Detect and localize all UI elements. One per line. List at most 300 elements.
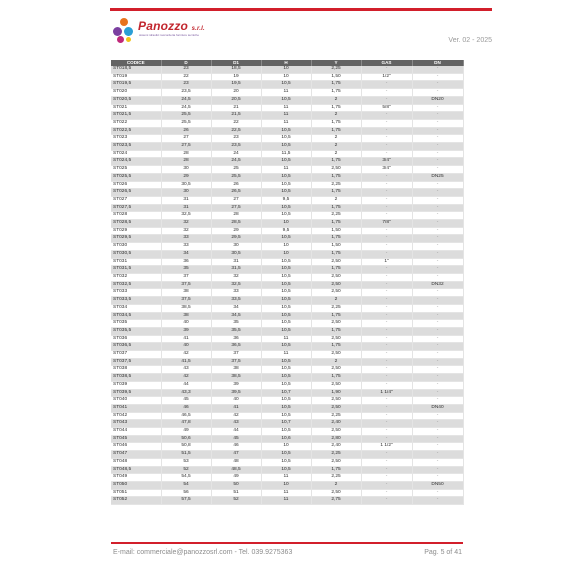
table-cell-d: 24,5	[161, 96, 211, 104]
table-cell-d1: 37,5	[211, 358, 261, 366]
table-cell-codice: ST045	[111, 435, 161, 443]
table-cell-h: 10,5	[261, 81, 311, 89]
table-cell-d1: 41	[211, 404, 261, 412]
table-cell-dn: -	[412, 420, 463, 428]
table-cell-d1: 48	[211, 458, 261, 466]
table-cell-h: 10	[261, 73, 311, 81]
table-cell-codice: ST032	[111, 273, 161, 281]
table-cell-h: 9,5	[261, 196, 311, 204]
table-row	[111, 304, 463, 312]
table-cell-gas: -	[361, 127, 412, 135]
table-cell-codice: ST026	[111, 181, 161, 189]
table-cell-y: 2,50	[311, 289, 361, 297]
table-cell-gas: -	[361, 343, 412, 351]
table-cell-d: 41,5	[161, 358, 211, 366]
table-cell-d: 46,5	[161, 412, 211, 420]
table-cell-d: 38	[161, 312, 211, 320]
table-cell-y: 1,75	[311, 312, 361, 320]
table-cell-dn: -	[412, 220, 463, 228]
table-cell-codice: ST029,5	[111, 235, 161, 243]
table-cell-d: 32	[161, 220, 211, 228]
table-cell-dn: -	[412, 327, 463, 335]
table-row	[111, 181, 463, 189]
table-cell-d: 22	[161, 73, 211, 81]
table-cell-h: 10,5	[261, 312, 311, 320]
table-cell-h: 10	[261, 220, 311, 228]
table-cell-dn: -	[412, 66, 463, 73]
table-cell-dn: DN25	[412, 173, 463, 181]
table-row	[111, 374, 463, 382]
table-cell-d1: 39,5	[211, 389, 261, 397]
table-cell-d1: 33	[211, 289, 261, 297]
table-cell-gas: -	[361, 435, 412, 443]
table-cell-h: 11,5	[261, 150, 311, 158]
table-cell-d: 33	[161, 243, 211, 251]
table-cell-gas: -	[361, 466, 412, 474]
table-cell-gas: -	[361, 381, 412, 389]
table-cell-codice: ST018,5	[111, 66, 161, 73]
table-cell-gas: -	[361, 212, 412, 220]
table-cell-gas: -	[361, 112, 412, 120]
table-cell-h: 10,5	[261, 451, 311, 459]
table-cell-d: 33	[161, 235, 211, 243]
table-cell-codice: ST038,5	[111, 374, 161, 382]
table-cell-h: 10,5	[261, 458, 311, 466]
table-cell-dn: -	[412, 204, 463, 212]
table-cell-codice: ST039	[111, 381, 161, 389]
table-cell-d1: 25	[211, 166, 261, 174]
table-cell-gas: -	[361, 273, 412, 281]
table-row	[111, 404, 463, 412]
table-row	[111, 451, 463, 459]
table-row	[111, 104, 463, 112]
table-cell-y: 2,50	[311, 258, 361, 266]
table-cell-dn: -	[412, 235, 463, 243]
table-cell-d: 36	[161, 258, 211, 266]
table-cell-d: 52	[161, 466, 211, 474]
table-cell-gas: -	[361, 397, 412, 405]
table-cell-gas: 3/4"	[361, 158, 412, 166]
table-cell-h: 10	[261, 243, 311, 251]
table-cell-d: 44	[161, 381, 211, 389]
table-cell-y: 1,50	[311, 243, 361, 251]
table-cell-codice: ST021	[111, 104, 161, 112]
table-cell-d1: 22,5	[211, 127, 261, 135]
table-cell-h: 11	[261, 104, 311, 112]
table-cell-d1: 24,5	[211, 158, 261, 166]
table-cell-h: 10,6	[261, 435, 311, 443]
table-cell-dn: -	[412, 397, 463, 405]
table-cell-d: 34	[161, 250, 211, 258]
table-cell-d1: 37	[211, 351, 261, 359]
table-cell-codice: ST026,5	[111, 189, 161, 197]
table-cell-dn: -	[412, 289, 463, 297]
table-cell-dn: -	[412, 435, 463, 443]
table-cell-gas: -	[361, 150, 412, 158]
table-cell-d: 27,5	[161, 143, 211, 151]
table-cell-codice: ST044	[111, 428, 161, 436]
table-cell-codice: ST048	[111, 458, 161, 466]
table-cell-codice: ST031,5	[111, 266, 161, 274]
table-row	[111, 189, 463, 197]
table-cell-gas: -	[361, 304, 412, 312]
table-cell-codice: ST030,5	[111, 250, 161, 258]
table-cell-h: 10,5	[261, 358, 311, 366]
table-cell-gas: -	[361, 96, 412, 104]
table-cell-d1: 48,5	[211, 466, 261, 474]
table-cell-d1: 20	[211, 89, 261, 97]
table-cell-h: 10,5	[261, 189, 311, 197]
table-cell-y: 2,50	[311, 397, 361, 405]
table-cell-dn: -	[412, 312, 463, 320]
table-cell-h: 10,7	[261, 389, 311, 397]
table-cell-codice: ST022	[111, 119, 161, 127]
table-row	[111, 250, 463, 258]
table-cell-d1: 18,5	[211, 66, 261, 73]
table-cell-y: 2,50	[311, 381, 361, 389]
table-cell-dn: -	[412, 335, 463, 343]
table-cell-d1: 47	[211, 451, 261, 459]
table-cell-h: 10,5	[261, 281, 311, 289]
table-cell-dn: -	[412, 250, 463, 258]
table-cell-gas: 7/8"	[361, 220, 412, 228]
table-cell-h: 10,5	[261, 397, 311, 405]
table-cell-h: 11	[261, 89, 311, 97]
header-accent-rule	[110, 8, 492, 11]
table-cell-d: 53	[161, 458, 211, 466]
table-cell-y: 1,90	[311, 389, 361, 397]
table-cell-d: 42	[161, 351, 211, 359]
table-row	[111, 112, 463, 120]
table-cell-d: 38,5	[161, 304, 211, 312]
table-cell-dn: DN32	[412, 281, 463, 289]
table-row	[111, 351, 463, 359]
table-row	[111, 281, 463, 289]
table-cell-codice: ST027,5	[111, 204, 161, 212]
table-cell-dn: -	[412, 112, 463, 120]
column-header-y: Y	[311, 60, 361, 66]
table-cell-h: 10,5	[261, 266, 311, 274]
table-cell-d1: 35,5	[211, 327, 261, 335]
table-cell-d1: 20,5	[211, 96, 261, 104]
table-cell-d1: 42	[211, 412, 261, 420]
table-row	[111, 297, 463, 305]
table-cell-codice: ST052	[111, 497, 161, 505]
table-row	[111, 150, 463, 158]
table-cell-codice: ST025	[111, 166, 161, 174]
table-cell-y: 1,75	[311, 204, 361, 212]
table-cell-codice: ST033	[111, 289, 161, 297]
table-cell-y: 1,75	[311, 235, 361, 243]
table-cell-d: 50,6	[161, 435, 211, 443]
table-row	[111, 166, 463, 174]
table-cell-d: 43,3	[161, 389, 211, 397]
table-cell-gas: -	[361, 366, 412, 374]
table-cell-codice: ST031	[111, 258, 161, 266]
table-cell-codice: ST046	[111, 443, 161, 451]
table-cell-d: 26	[161, 127, 211, 135]
table-cell-y: 2,25	[311, 181, 361, 189]
table-row	[111, 204, 463, 212]
table-row	[111, 289, 463, 297]
table-cell-y: 2,25	[311, 66, 361, 73]
table-cell-h: 10,5	[261, 96, 311, 104]
table-cell-y: 2,25	[311, 412, 361, 420]
table-row	[111, 435, 463, 443]
table-cell-dn: -	[412, 143, 463, 151]
table-cell-d1: 19,5	[211, 81, 261, 89]
table-cell-dn: DN50	[412, 481, 463, 489]
table-cell-y: 2	[311, 150, 361, 158]
table-cell-gas: -	[361, 266, 412, 274]
table-cell-codice: ST020	[111, 89, 161, 97]
table-cell-dn: -	[412, 474, 463, 482]
table-cell-y: 1,75	[311, 466, 361, 474]
table-cell-y: 2	[311, 112, 361, 120]
table-cell-codice: ST034,5	[111, 312, 161, 320]
table-cell-d: 46	[161, 404, 211, 412]
table-cell-d1: 35	[211, 320, 261, 328]
table-cell-h: 10	[261, 443, 311, 451]
table-cell-d: 25,5	[161, 119, 211, 127]
table-row	[111, 458, 463, 466]
table-cell-codice: ST029	[111, 227, 161, 235]
table-cell-codice: ST051	[111, 489, 161, 497]
table-cell-d: 54,5	[161, 474, 211, 482]
table-cell-d: 41	[161, 335, 211, 343]
product-table	[111, 60, 463, 505]
table-cell-y: 2,50	[311, 351, 361, 359]
table-cell-gas: -	[361, 474, 412, 482]
column-header-d: D	[161, 60, 211, 66]
table-cell-gas: -	[361, 181, 412, 189]
table-cell-d1: 25,5	[211, 173, 261, 181]
table-cell-d: 30,5	[161, 181, 211, 189]
table-row	[111, 420, 463, 428]
table-cell-y: 2,50	[311, 458, 361, 466]
table-cell-y: 2,50	[311, 335, 361, 343]
table-cell-d: 35	[161, 266, 211, 274]
table-cell-y: 1,75	[311, 127, 361, 135]
table-cell-codice: ST042	[111, 412, 161, 420]
table-cell-h: 10,5	[261, 127, 311, 135]
table-cell-d1: 34,5	[211, 312, 261, 320]
table-cell-gas: -	[361, 204, 412, 212]
table-row	[111, 389, 463, 397]
table-cell-d1: 23	[211, 135, 261, 143]
table-cell-h: 10,5	[261, 320, 311, 328]
table-cell-codice: ST048,5	[111, 466, 161, 474]
table-row	[111, 327, 463, 335]
table-cell-y: 2,50	[311, 428, 361, 436]
table-cell-d: 32	[161, 227, 211, 235]
table-cell-dn: -	[412, 366, 463, 374]
table-cell-gas: -	[361, 250, 412, 258]
table-cell-d: 23,5	[161, 89, 211, 97]
table-cell-dn: -	[412, 351, 463, 359]
table-cell-h: 10,5	[261, 327, 311, 335]
table-cell-h: 11	[261, 166, 311, 174]
table-cell-dn: -	[412, 119, 463, 127]
table-cell-dn: -	[412, 127, 463, 135]
table-cell-d1: 28	[211, 212, 261, 220]
table-row	[111, 466, 463, 474]
table-cell-d1: 36	[211, 335, 261, 343]
table-cell-dn: -	[412, 297, 463, 305]
table-cell-dn: -	[412, 428, 463, 436]
table-cell-gas: 1 1/4"	[361, 389, 412, 397]
table-cell-codice: ST028	[111, 212, 161, 220]
table-cell-gas: -	[361, 412, 412, 420]
table-cell-d: 49	[161, 428, 211, 436]
table-row	[111, 497, 463, 505]
table-cell-d1: 24	[211, 150, 261, 158]
table-cell-d: 31	[161, 204, 211, 212]
table-cell-dn: -	[412, 451, 463, 459]
column-header-d1: D1	[211, 60, 261, 66]
table-cell-y: 1,75	[311, 374, 361, 382]
table-cell-dn: -	[412, 181, 463, 189]
table-row	[111, 135, 463, 143]
table-cell-y: 1,75	[311, 89, 361, 97]
table-cell-dn: -	[412, 243, 463, 251]
table-cell-h: 10,5	[261, 343, 311, 351]
table-cell-d: 30	[161, 166, 211, 174]
table-cell-dn: DN20	[412, 96, 463, 104]
table-cell-gas: -	[361, 489, 412, 497]
table-cell-gas: -	[361, 189, 412, 197]
table-row	[111, 489, 463, 497]
table-cell-gas: -	[361, 243, 412, 251]
table-row	[111, 227, 463, 235]
table-cell-h: 10	[261, 481, 311, 489]
table-row	[111, 196, 463, 204]
table-cell-gas: -	[361, 297, 412, 305]
table-row	[111, 258, 463, 266]
table-cell-d1: 28,5	[211, 220, 261, 228]
table-cell-dn: -	[412, 358, 463, 366]
table-cell-h: 10,5	[261, 381, 311, 389]
table-cell-gas: -	[361, 481, 412, 489]
table-cell-y: 2,50	[311, 320, 361, 328]
table-row	[111, 66, 463, 73]
table-row	[111, 243, 463, 251]
table-cell-d1: 38	[211, 366, 261, 374]
table-cell-dn: -	[412, 227, 463, 235]
table-cell-dn: -	[412, 273, 463, 281]
table-cell-y: 2,75	[311, 497, 361, 505]
table-cell-y: 1,75	[311, 158, 361, 166]
table-cell-y: 1,75	[311, 220, 361, 228]
table-cell-dn: -	[412, 135, 463, 143]
table-row	[111, 335, 463, 343]
table-cell-h: 10,7	[261, 420, 311, 428]
table-cell-dn: -	[412, 73, 463, 81]
table-cell-codice: ST021,5	[111, 112, 161, 120]
table-cell-d: 27	[161, 135, 211, 143]
table-cell-d1: 36,5	[211, 343, 261, 351]
table-cell-d1: 27	[211, 196, 261, 204]
table-cell-y: 2	[311, 297, 361, 305]
table-cell-gas: -	[361, 451, 412, 459]
table-cell-dn: -	[412, 166, 463, 174]
table-cell-h: 10,5	[261, 258, 311, 266]
table-cell-dn: -	[412, 81, 463, 89]
table-cell-d1: 46	[211, 443, 261, 451]
table-cell-codice: ST035,5	[111, 327, 161, 335]
table-row	[111, 273, 463, 281]
column-header-gas: GAS	[361, 60, 412, 66]
table-cell-gas: -	[361, 320, 412, 328]
column-header-h: H	[261, 60, 311, 66]
table-cell-y: 2,50	[311, 273, 361, 281]
table-cell-gas: 5/8"	[361, 104, 412, 112]
table-cell-gas: -	[361, 458, 412, 466]
company-logo	[113, 16, 208, 46]
column-header-dn: DN	[412, 60, 463, 66]
table-row	[111, 358, 463, 366]
table-cell-d: 25,5	[161, 112, 211, 120]
table-cell-d1: 21	[211, 104, 261, 112]
table-cell-d: 29	[161, 173, 211, 181]
table-cell-dn: -	[412, 104, 463, 112]
brand-tagline: sistemi idraulici raccorderia forniture tecniche	[139, 33, 200, 37]
table-row	[111, 127, 463, 135]
table-cell-d: 42	[161, 374, 211, 382]
table-cell-dn: -	[412, 458, 463, 466]
table-cell-y: 1,75	[311, 266, 361, 274]
table-cell-y: 1,75	[311, 104, 361, 112]
table-cell-dn: -	[412, 412, 463, 420]
table-cell-h: 11	[261, 489, 311, 497]
table-cell-y: 2,25	[311, 212, 361, 220]
version-label: Ver. 02 - 2025	[448, 37, 492, 44]
table-cell-d: 37,5	[161, 281, 211, 289]
table-cell-y: 1,50	[311, 73, 361, 81]
table-cell-codice: ST028,5	[111, 220, 161, 228]
table-cell-codice: ST022,5	[111, 127, 161, 135]
table-cell-y: 2,25	[311, 474, 361, 482]
table-cell-d1: 22	[211, 119, 261, 127]
footer-accent-rule	[111, 542, 463, 544]
page-number: Pag. 5 of 41	[424, 549, 462, 556]
table-cell-d1: 26,5	[211, 189, 261, 197]
table-cell-y: 2,25	[311, 304, 361, 312]
table-cell-d1: 23,5	[211, 143, 261, 151]
table-cell-d: 23	[161, 81, 211, 89]
table-row	[111, 89, 463, 97]
table-cell-gas: -	[361, 143, 412, 151]
table-cell-y: 2,50	[311, 489, 361, 497]
table-cell-y: 2,40	[311, 420, 361, 428]
table-cell-y: 2,50	[311, 281, 361, 289]
table-cell-dn: -	[412, 497, 463, 505]
table-cell-gas: -	[361, 227, 412, 235]
table-cell-h: 10,5	[261, 366, 311, 374]
table-cell-d: 31	[161, 196, 211, 204]
table-cell-codice: ST037	[111, 351, 161, 359]
table-cell-gas: -	[361, 89, 412, 97]
table-cell-d1: 45	[211, 435, 261, 443]
table-cell-gas: -	[361, 358, 412, 366]
table-cell-d: 51,5	[161, 451, 211, 459]
table-cell-dn: -	[412, 374, 463, 382]
table-cell-codice: ST019	[111, 73, 161, 81]
table-row	[111, 220, 463, 228]
table-cell-y: 2	[311, 143, 361, 151]
table-cell-d: 39	[161, 327, 211, 335]
table-cell-codice: ST038	[111, 366, 161, 374]
